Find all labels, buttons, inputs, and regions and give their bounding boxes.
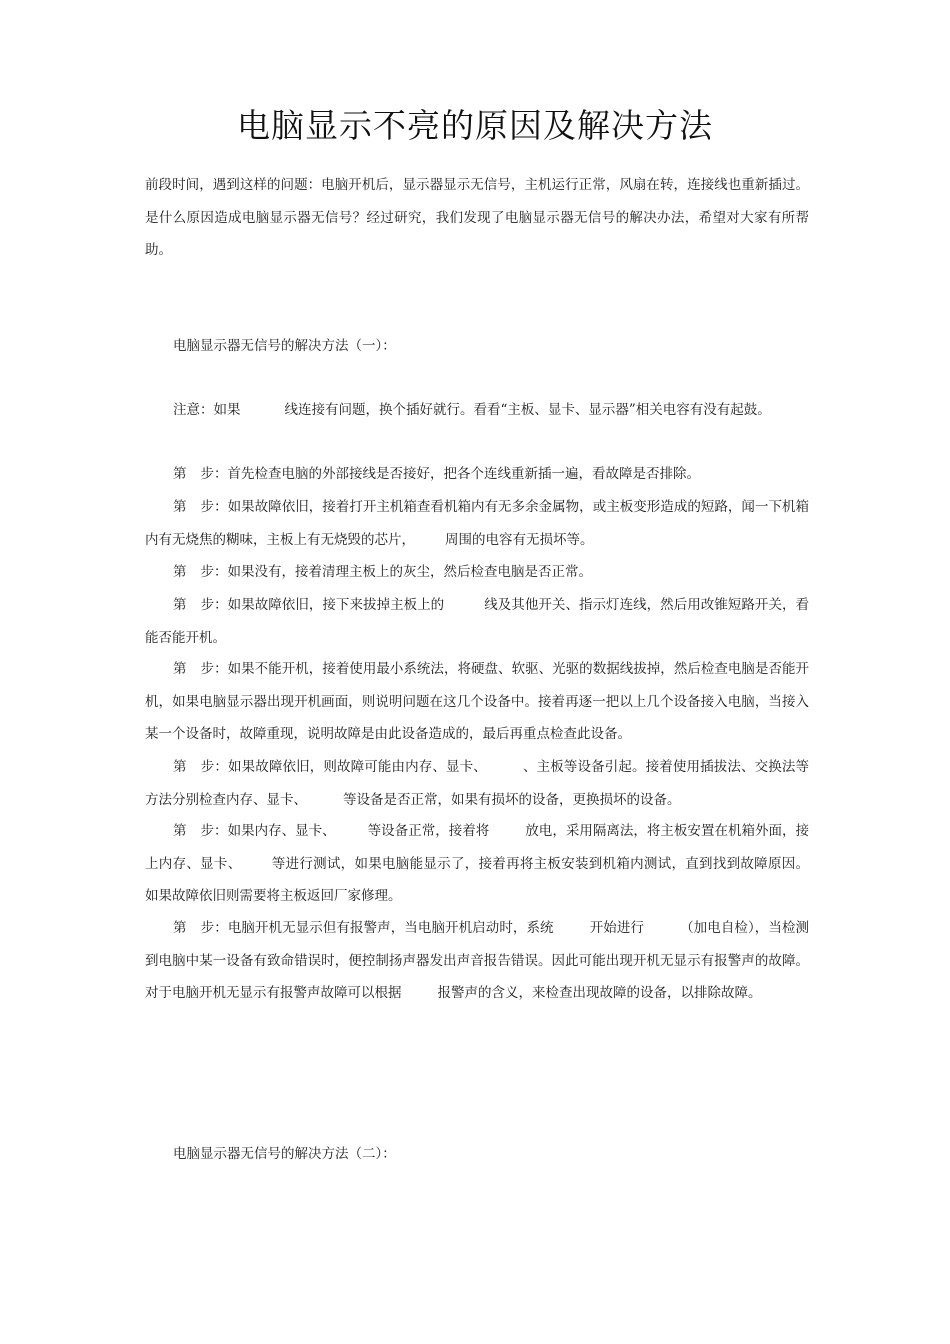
section-1-heading: 电脑显示器无信号的解决方法（一）： [173, 338, 396, 354]
step-text-d: 报警声的含义，来检查出现故障的设备，以排除故障。 [437, 985, 762, 1001]
step-text-c: （加电自检），当检测到电脑中某一设备有致命错误时，便控制扬声器发出声音报告错误。因此可能出现开机无显示有报警声的故障。对于电脑开机无显示有报警声故障可以根据 [145, 920, 810, 1001]
step-unit: 步： [200, 661, 228, 677]
step-label: 第 [173, 920, 187, 936]
step-text-a: 如果故障依旧，接下来拔掉主板上的 [227, 597, 445, 613]
step-text-b: 线及其他开关、指示灯连线，然后用改锥短路开关，看能否能开机。 [145, 597, 810, 646]
section-2-heading: 电脑显示器无信号的解决方法（二）： [173, 1146, 396, 1162]
step-text-b: 、主板等设备引起。接着使用插拔法、交换法等方法分别检查内存、显卡、 [145, 759, 809, 808]
document-title: 电脑显示不亮的原因及解决方法 [237, 106, 713, 145]
step-unit: 步： [200, 920, 228, 936]
step-unit: 步： [200, 597, 228, 613]
step-unit: 步： [200, 564, 228, 580]
step-7 [145, 815, 809, 913]
step-label: 第 [173, 564, 187, 580]
step-text-d: 等进行测试，如果电脑能显示了，接着再将主板安装到机箱内测试，直到找到故障原因。如果故障依旧则需要将主板返回厂家修理。 [145, 855, 810, 904]
step-label: 第 [173, 823, 187, 839]
step-text-a: 电脑开机无显示但有报警声，当电脑开机启动时，系统 [227, 920, 554, 936]
step-unit: 步： [200, 499, 228, 515]
step-1 [145, 458, 809, 491]
step-5 [145, 653, 809, 751]
step-label: 第 [173, 466, 187, 482]
step-text-b: 周围的电容有无损坏等。 [445, 531, 594, 548]
note-paragraph [145, 394, 809, 427]
step-text-b: 开始进行 [589, 920, 645, 936]
step-6 [145, 751, 809, 816]
step-2 [145, 491, 809, 556]
step-text-c: 等设备是否正常，如果有损坏的设备，更换损坏的设备。 [343, 791, 681, 808]
intro-paragraph: 前段时间，遇到这样的问题：电脑开机后，显示器显示无信号，主机运行正常，风扇在转，连接线也重新插过。是什么原因造成电脑显示器无信号？经过研究，我们发现了电脑显示器无信号的解决办法，希望对大家有所帮助。 [145, 177, 809, 258]
step-text-c: 放电，采用隔离法，将主板安置在机箱外面，接上内存、显卡、 [145, 823, 810, 872]
step-text-b: 等设备正常，接着将 [367, 823, 490, 839]
step-text: 如果不能开机，接着使用最小系统法，将硬盘、软驱、光驱的数据线拔掉，然后检查电脑是否能开机，如果电脑显示器出现开机画面，则说明问题在这几个设备中。接着再逐一把以上几个设备接入电脑，当接入某一个设备时，故障重现，说明故障是由此设备造成的，最后再重点检查此设备。 [145, 661, 810, 742]
step-label: 第 [173, 759, 187, 775]
step-unit: 步： [200, 466, 228, 482]
step-unit: 步： [200, 759, 228, 775]
step-unit: 步： [200, 823, 228, 839]
step-text: 首先检查电脑的外部接线是否接好，把各个连线重新插一遍，看故障是否排除。 [227, 466, 700, 482]
step-label: 第 [173, 597, 187, 613]
step-text: 如果没有，接着清理主板上的灰尘，然后检查电脑是否正常。 [227, 564, 592, 580]
step-4 [145, 589, 809, 654]
step-label: 第 [173, 499, 187, 515]
note-text-a: 注意：如果 [173, 402, 241, 418]
step-8 [145, 912, 809, 1010]
step-text-a: 如果内存、显卡、 [227, 823, 336, 839]
step-label: 第 [173, 661, 187, 677]
step-text-a: 如果故障依旧，接着打开主机箱查看机箱内有无多余金属物，或主板变形造成的短路，闻一下机箱内有无烧焦的糊味，主板上有无烧毁的芯片， [145, 499, 810, 548]
note-text-b: 线连接有问题，换个插好就行。看看“主板、显卡、显示器”相关电容有没有起鼓。 [284, 402, 771, 418]
step-text-a: 如果故障依旧，则故障可能由内存、显卡、 [228, 759, 487, 775]
step-3 [145, 556, 809, 589]
